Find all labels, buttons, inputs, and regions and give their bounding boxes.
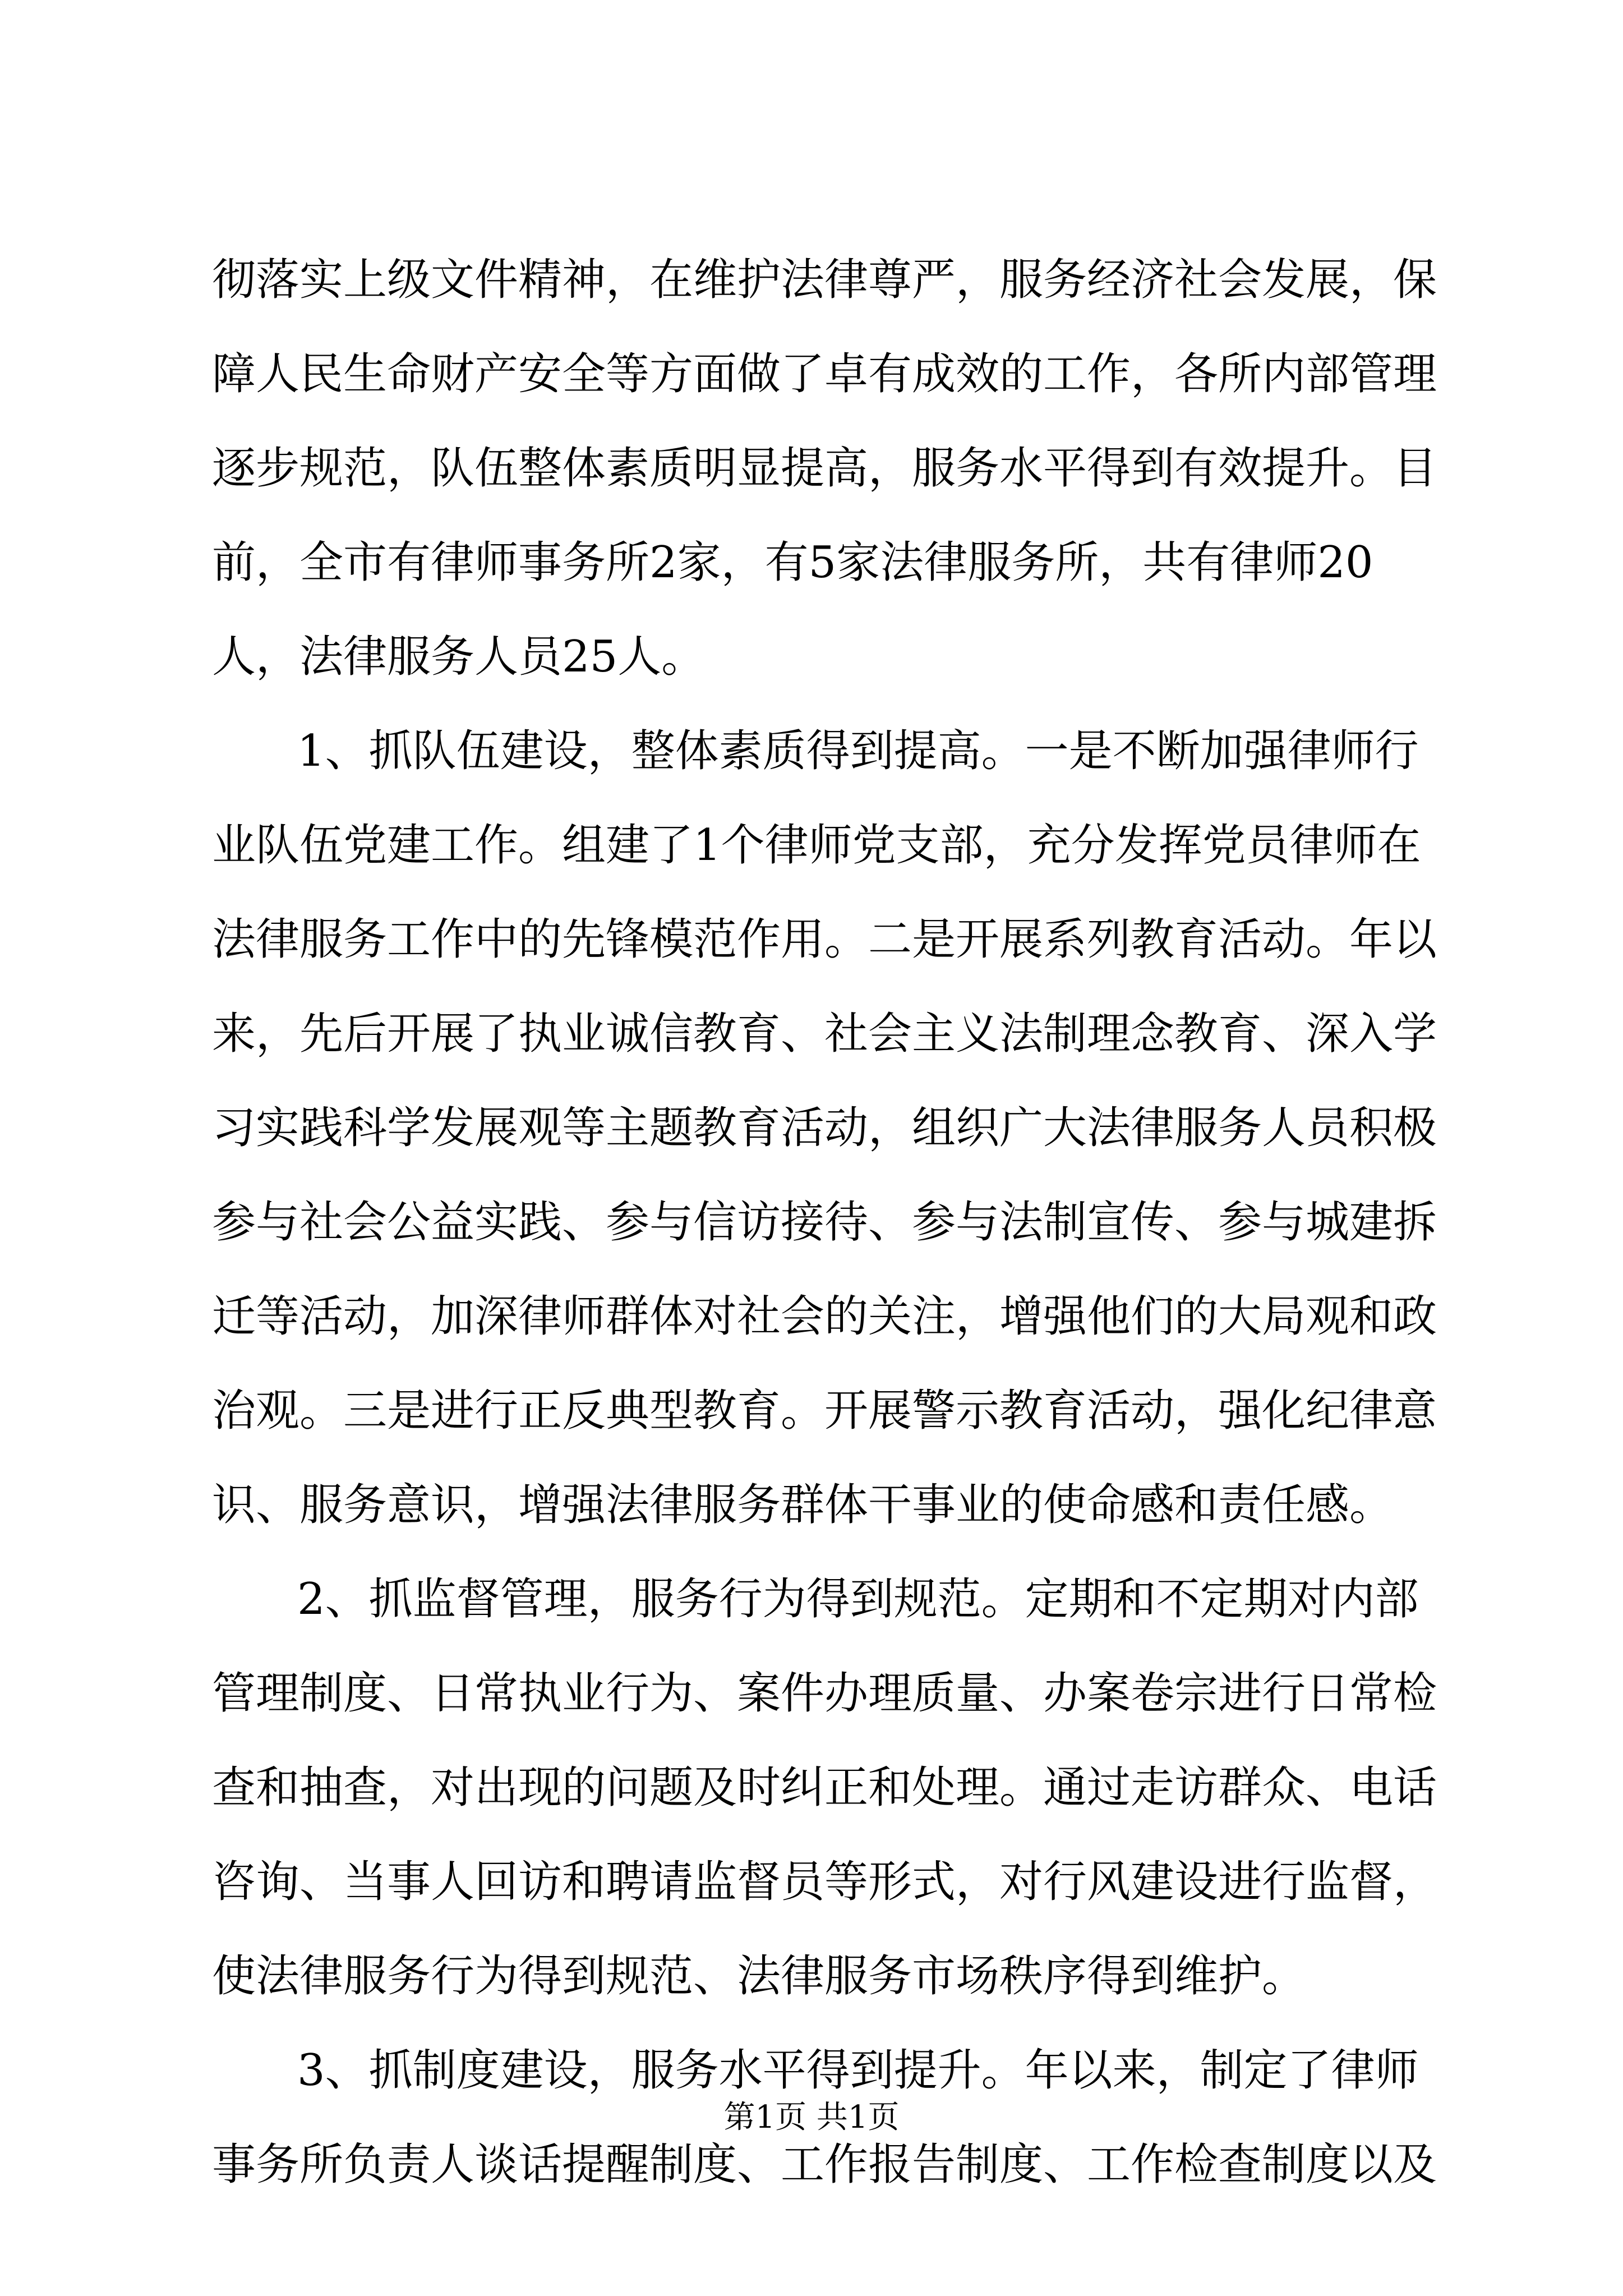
- line-text: 迁等活动，加深律师群体对社会的关注，增强他们的大局观和政: [212, 1291, 1437, 1342]
- line-text: 人，法律服务人员25人。: [212, 632, 706, 682]
- line-text: 1、抓队伍建设，整体素质得到提高。一是不断加强律师行: [297, 726, 1419, 776]
- line-text: 查和抽查，对出现的问题及时纠正和处理。通过走访群众、电话: [212, 1763, 1437, 1813]
- text-line: [0, 1372, 1623, 1450]
- text-line: [0, 807, 1623, 884]
- line-text: 逐步规范，队伍整体素质明显提高，服务水平得到有效提升。目: [212, 443, 1437, 494]
- text-line: [0, 1466, 1623, 1544]
- line-text: 使法律服务行为得到规范、法律服务市场秩序得到维护。: [212, 1951, 1306, 2001]
- line-text: 3、抓制度建设，服务水平得到提升。年以来，制定了律师: [297, 2045, 1419, 2096]
- line-text: 参与社会公益实践、参与信访接待、参与法制宣传、参与城建拆: [212, 1197, 1437, 1248]
- line-text: 管理制度、日常执业行为、案件办理质量、办案卷宗进行日常检: [212, 1668, 1437, 1719]
- line-text: 来，先后开展了执业诚信教育、社会主义法制理念教育、深入学: [212, 1009, 1437, 1059]
- text-line: [0, 1938, 1623, 2015]
- line-text: 前，全市有律师事务所2家，有5家法律服务所，共有律师20: [212, 537, 1373, 588]
- text-line: [0, 524, 1623, 601]
- paragraph-first-line: [0, 1561, 1623, 1638]
- text-line: [0, 1655, 1623, 1732]
- line-text: 法律服务工作中的先锋模范作用。二是开展系列教育活动。年以: [212, 914, 1437, 965]
- text-line: [0, 1089, 1623, 1167]
- line-text: 识、服务意识，增强法律服务群体干事业的使命感和责任感。: [212, 1480, 1394, 1530]
- text-line: [0, 335, 1623, 413]
- text-line: [0, 1749, 1623, 1826]
- line-text: 障人民生命财产安全等方面做了卓有成效的工作，各所内部管理: [212, 349, 1437, 399]
- text-line: [0, 618, 1623, 696]
- page-footer: [0, 2095, 1623, 2140]
- line-text: 彻落实上级文件精神，在维护法律尊严，服务经济社会发展，保: [212, 255, 1437, 305]
- line-text: 2、抓监督管理，服务行为得到规范。定期和不定期对内部: [297, 1574, 1419, 1625]
- page-number: 第1页 共1页: [723, 2099, 900, 2136]
- text-line: [0, 995, 1623, 1073]
- text-line: [0, 901, 1623, 978]
- line-text: 业队伍党建工作。组建了1个律师党支部，充分发挥党员律师在: [212, 820, 1421, 871]
- line-text: 习实践科学发展观等主题教育活动，组织广大法律服务人员积极: [212, 1103, 1437, 1153]
- paragraph-first-line: [0, 712, 1623, 790]
- line-text: 咨询、当事人回访和聘请监督员等形式，对行风建设进行监督，: [212, 1857, 1437, 1907]
- text-line: [0, 1184, 1623, 1261]
- line-text: 事务所负责人谈话提醒制度、工作报告制度、工作检查制度以及: [212, 2139, 1437, 2190]
- text-line: [0, 1843, 1623, 1921]
- line-text: 治观。三是进行正反典型教育。开展警示教育活动，强化纪律意: [212, 1386, 1437, 1436]
- text-line: [0, 241, 1623, 319]
- text-line: [0, 430, 1623, 507]
- text-line: [0, 1278, 1623, 1355]
